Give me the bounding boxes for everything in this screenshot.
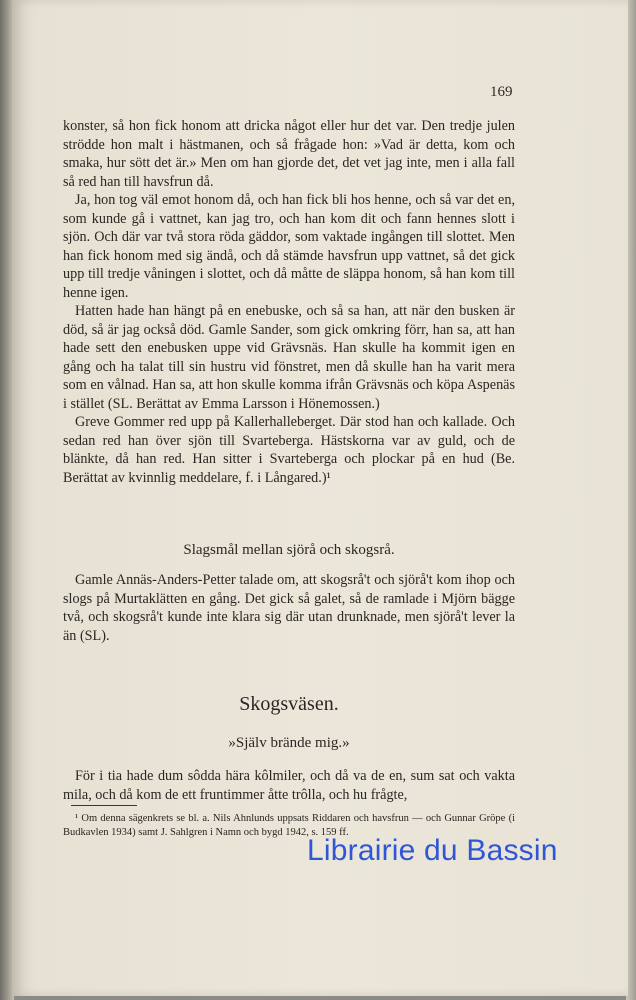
paragraph-2: Ja, hon tog väl emot honom då, och han fick bli hos henne, och så var det en, som kunde gå i vattnet, kan jag tro, och han kom dit och fann hennes slott i sjön. Och där var två stora röda gäddor, som vaktade ingången till slottet. Men han fick honom med sig ändå, och då stämde havsfrun upp vattnet, så det gick upp till tredje våningen i slottet, och då måtte de släppa honom, så han kom till henne igen. bbox=[63, 192, 515, 301]
text-block-bottom bbox=[63, 767, 515, 804]
text-block-top bbox=[63, 117, 515, 487]
chapter-heading-skogsvasen: Skogsväsen. bbox=[239, 693, 339, 715]
footnote: ¹ Om denna sägenkrets se bl. a. Nils Ahnlunds uppsats Riddaren och havsfrun — och Gunnar Gröpe (i Budkavlen 1934) samt J. Sahlgren i Namn och bygd 1942, s. 159 ff. bbox=[63, 813, 515, 838]
paragraph-4: Greve Gommer red upp på Kallerhalleberget. Där stod han och kallade. Och sedan red han över sjön till Svarteberga. Hästskorna var av guld, och de blänkte, då han red. Han sitter i Svarteberga och plockar på en hud (Be. Berättat av kvinnlig meddelare, f. i Långared.)¹ bbox=[63, 414, 515, 486]
paragraph-5: Gamle Annäs-Anders-Petter talade om, att skogsrå't och sjörå't kom ihop och slogs på Murtaklätten en gång. Det gick så galet, så de ramlade i Mjörn bägge två, och skogsrå't kunde inte klara sig där utan drunknade, men sjörå't lever la än (SL). bbox=[63, 572, 515, 644]
watermark-text: Librairie du Bassin bbox=[307, 834, 558, 867]
subheading-sjalv-brande-mig: »Själv brände mig.» bbox=[228, 735, 350, 751]
paragraph-6: För i tia hade dum sôdda hära kôlmiler, och då va de en, sum sat och vakta mila, och då kom de ett fruntimmer åtte trôlla, och hu frågte, bbox=[63, 768, 515, 803]
footnote-divider bbox=[71, 805, 137, 806]
paragraph-1: konster, så hon fick honom att dricka något eller hur det var. Den tredje julen strödde hon malt i hästmanen, och så frågade hon: »Vad är detta, kom och smaka, hur sött det är.» Men om han gjorde det, det vet jag inte, men i alla fall så red han till havsfrun då. bbox=[63, 118, 515, 190]
page-number: 169 bbox=[490, 84, 513, 100]
paragraph-3: Hatten hade han hängt på en enebuske, och så sa han, att när den busken är död, så är jag också död. Gamle Sander, som gick omkring förr, han sa, att han hade sett den enebusken uppe vid Grävsnäs. Han skulle ha kommit igen en gång och ha talat till sin hustru vid fönstret, men då skulle han ha varit mera som en vålnad. Han sa, att hon skulle komma ifrån Grävsnäs och köpa Aspenäs i stället (SL. Berättat av Emma Larsson i Hönemossen.) bbox=[63, 303, 515, 412]
text-block-middle bbox=[63, 571, 515, 645]
section-heading-slagsmal: Slagsmål mellan sjörå och skogsrå. bbox=[183, 542, 395, 558]
